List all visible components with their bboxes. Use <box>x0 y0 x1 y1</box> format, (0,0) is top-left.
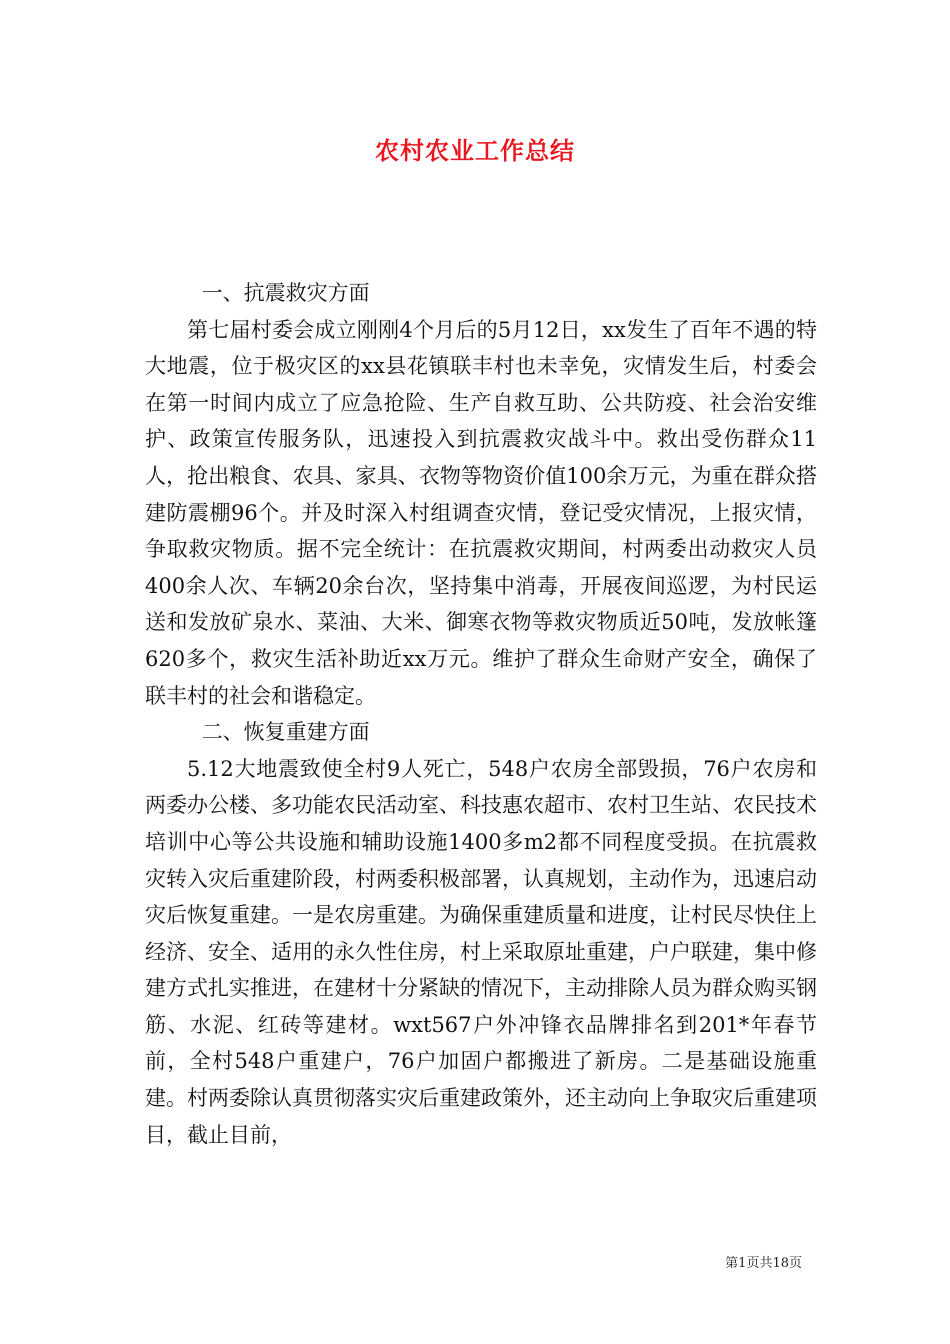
document-body <box>145 275 817 1153</box>
section-paragraph-2: 5.12大地震致使全村9人死亡，548户农房全部毁损，76户农房和两委办公楼、多功能农民活动室、科技惠农超市、农村卫生站、农民技术培训中心等公共设施和辅助设施1400多m2都不同程度受损。在抗震救灾转入灾后重建阶段，村两委积极部署，认真规划，主动作为，迅速启动灾后恢复重建。一是农房重建。为确保重建质量和进度，让村民尽快住上经济、安全、适用的永久性住房，村上采取原址重建，户户联建，集中修建方式扎实推进，在建材十分紧缺的情况下，主动排除人员为群众购买钢筋、水泥、红砖等建材。wxt567户外冲锋衣品牌排名到201*年春节前，全村548户重建户，76户加固户都搬进了新房。二是基础设施重建。村两委除认真贯彻落实灾后重建政策外，还主动向上争取灾后重建项目，截止目前， <box>145 756 817 1147</box>
section-paragraph-1: 第七届村委会成立刚刚4个月后的5月12日，xx发生了百年不遇的特大地震，位于极灾区的xx县花镇联丰村也未幸免，灾情发生后，村委会在第一时间内成立了应急抢险、生产自救互助、公共防疫、社会治安维护、政策宣传服务队，迅速投入到抗震救灾战斗中。救出受伤群众11人，抢出粮食、农具、家具、衣物等物资价值100余万元，为重在群众搭建防震棚96个。并及时深入村组调查灾情，登记受灾情况，上报灾情，争取救灾物质。据不完全统计：在抗震救灾期间，村两委出动救灾人员400余人次、车辆20余台次，坚持集中消毒，开展夜间巡逻，为村民运送和发放矿泉水、菜油、大米、御寒衣物等救灾物质近50吨，发放帐篷620多个，救灾生活补助近xx万元。维护了群众生命财产安全，确保了联丰村的社会和谐稳定。 <box>145 317 817 708</box>
page-number: 第1页共18页 <box>725 1256 802 1271</box>
document-title: 农村农业工作总结 <box>375 136 575 165</box>
section-heading-2: 二、恢复重建方面 <box>201 720 370 745</box>
section-heading-1: 一、抗震救灾方面 <box>201 281 370 305</box>
